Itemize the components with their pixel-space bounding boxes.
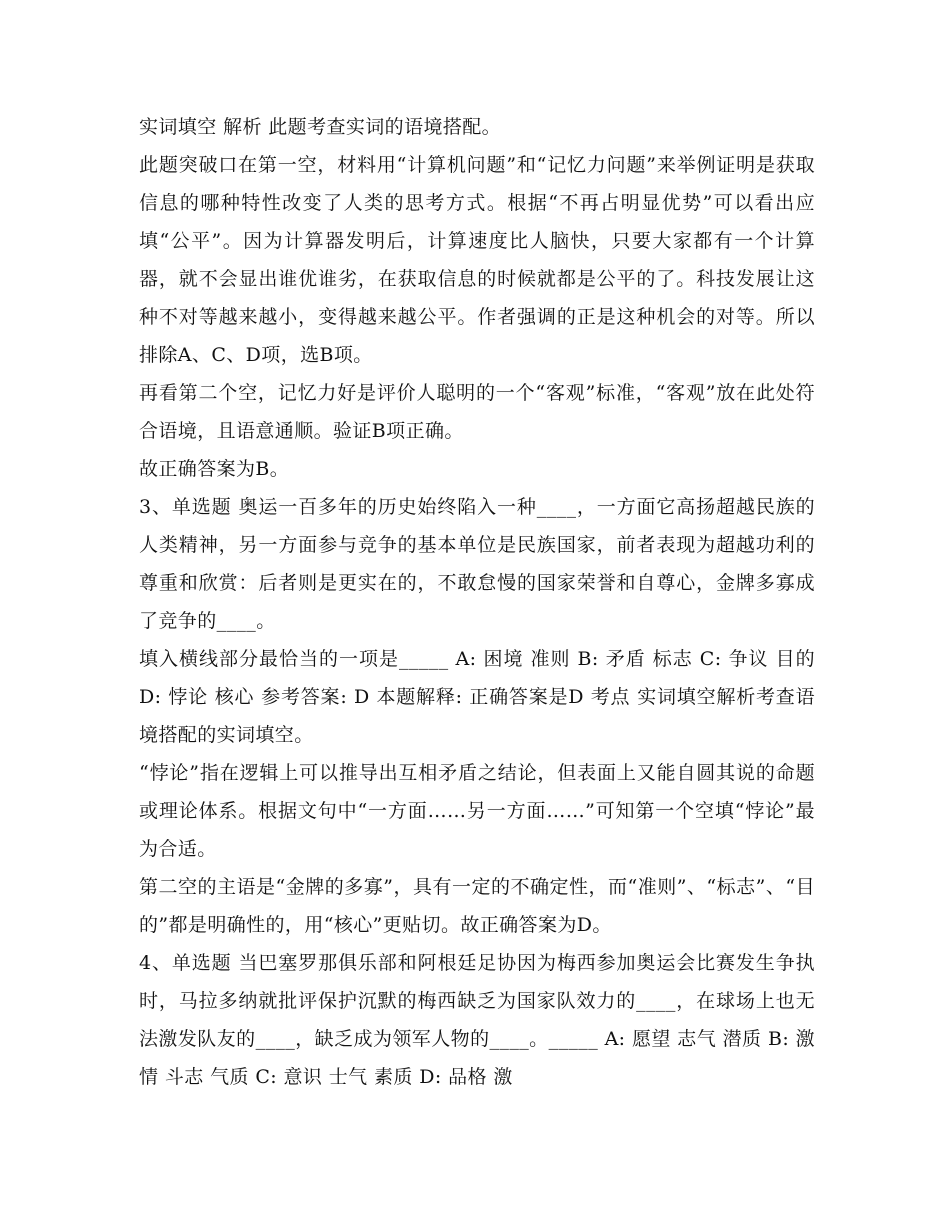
document-body: [139, 108, 815, 1096]
question-4-stem: 4、单选题 当巴塞罗那俱乐部和阿根廷足协因为梅西参加奥运会比赛发生争执时，马拉多纳就批评保护沉默的梅西缺乏为国家队效力的____，在球场上也无法激发队友的____，缺乏成为领军人物的____。_____ A: 愿望 志气 潜质 B: 激情 斗志 气质 C: 意识 士气 素质 D: 品格 激: [139, 952, 815, 1088]
question-3-analysis-first: “悖论”指在逻辑上可以推导出互相矛盾之结论，但表面上又能自圆其说的命题或理论体系。根据文句中“一方面……另一方面……”可知第一个空填“悖论”最为合适。: [139, 762, 815, 860]
question-3-analysis-second: 第二空的主语是“金牌的多寡”，具有一定的不确定性，而“准则”、“标志”、“目的”都是明确性的，用“核心”更贴切。故正确答案为D。: [139, 876, 815, 936]
analysis-intro: 实词填空 解析 此题考查实词的语境搭配。: [139, 116, 502, 138]
analysis-first-blank: 此题突破口在第一空，材料用“计算机问题”和“记忆力问题”来举例证明是获取信息的哪种特性改变了人类的思考方式。根据“不再占明显优势”可以看出应填“公平”。因为计算器发明后，计算速度比人脑快，只要大家都有一个计算器，就不会显出谁优谁劣，在获取信息的时候就都是公平的了。科技发展让这种不对等越来越小，变得越来越公平。作者强调的正是这种机会的对等。所以排除A、C、D项，选B项。: [139, 154, 815, 366]
analysis-second-blank: 再看第二个空，记忆力好是评价人聪明的一个“客观”标准，“客观”放在此处符合语境，且语意通顺。验证B项正确。: [139, 382, 815, 442]
question-3-stem: 3、单选题 奥运一百多年的历史始终陷入一种____，一方面它高扬超越民族的人类精神，另一方面参与竞争的基本单位是民族国家，前者表现为超越功利的尊重和欣赏：后者则是更实在的，不敢怠慢的国家荣誉和自尊心，金牌多寡成了竞争的____。: [139, 496, 815, 632]
answer-conclusion-2: 故正确答案为B。: [139, 458, 290, 480]
question-3-options: 填入横线部分最恰当的一项是_____ A: 困境 准则 B: 矛盾 标志 C: 争议 目的 D: 悖论 核心 参考答案: D 本题解释: 正确答案是D 考点 实词填空解析考查语境搭配的实词填空。: [139, 648, 815, 746]
